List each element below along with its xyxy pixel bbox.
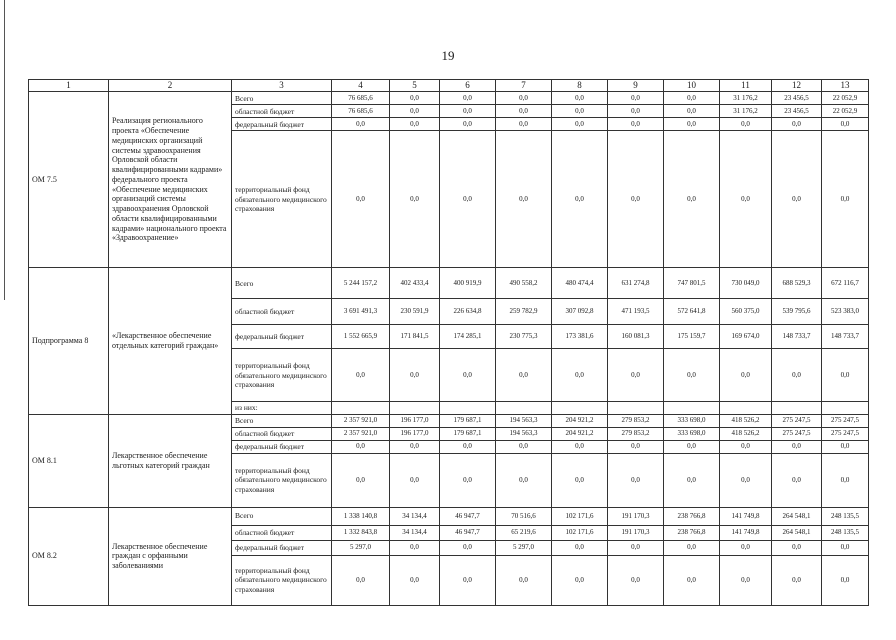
amount-cell: 307 092,8 bbox=[552, 299, 608, 325]
amount-cell: 179 687,1 bbox=[440, 414, 496, 427]
measure-name: Лекарственное обеспечение граждан с орфанными заболеваниями bbox=[109, 507, 232, 605]
amount-cell: 259 782,9 bbox=[496, 299, 552, 325]
amount-cell: 0,0 bbox=[496, 105, 552, 118]
column-header: 7 bbox=[496, 80, 552, 92]
amount-cell: 0,0 bbox=[608, 349, 664, 402]
funding-source: территориальный фонд обязательного медицинского страхования bbox=[232, 453, 332, 507]
amount-cell: 0,0 bbox=[390, 440, 440, 453]
amount-cell: 333 698,0 bbox=[664, 427, 720, 440]
amount-cell: 0,0 bbox=[772, 118, 822, 131]
amount-cell: 0,0 bbox=[822, 118, 869, 131]
amount-cell: 23 456,5 bbox=[772, 105, 822, 118]
amount-cell: 730 049,0 bbox=[720, 268, 772, 299]
amount-cell: 418 526,2 bbox=[720, 427, 772, 440]
table-row bbox=[29, 92, 869, 105]
funding-source: Всего bbox=[232, 268, 332, 299]
amount-cell: 0,0 bbox=[720, 440, 772, 453]
amount-cell: 0,0 bbox=[822, 453, 869, 507]
amount-cell: 0,0 bbox=[332, 131, 390, 268]
amount-cell: 102 171,6 bbox=[552, 525, 608, 540]
amount-cell: 5 244 157,2 bbox=[332, 268, 390, 299]
amount-cell: 65 219,6 bbox=[496, 525, 552, 540]
amount-cell: 102 171,6 bbox=[552, 507, 608, 525]
amount-cell: 0,0 bbox=[390, 105, 440, 118]
amount-cell: 0,0 bbox=[496, 92, 552, 105]
amount-cell: 0,0 bbox=[720, 540, 772, 555]
amount-cell: 0,0 bbox=[332, 349, 390, 402]
column-header: 6 bbox=[440, 80, 496, 92]
amount-cell: 400 919,9 bbox=[440, 268, 496, 299]
amount-cell: 0,0 bbox=[390, 92, 440, 105]
amount-cell: 0,0 bbox=[822, 555, 869, 605]
amount-cell bbox=[720, 402, 772, 414]
amount-cell: 0,0 bbox=[552, 105, 608, 118]
amount-cell: 31 176,2 bbox=[720, 105, 772, 118]
page-number: 19 bbox=[441, 48, 455, 63]
amount-cell: 0,0 bbox=[496, 440, 552, 453]
column-header: 3 bbox=[232, 80, 332, 92]
amount-cell: 0,0 bbox=[664, 92, 720, 105]
amount-cell: 0,0 bbox=[608, 105, 664, 118]
amount-cell: 31 176,2 bbox=[720, 92, 772, 105]
amount-cell: 194 563,3 bbox=[496, 414, 552, 427]
amount-cell: 0,0 bbox=[608, 540, 664, 555]
amount-cell: 333 698,0 bbox=[664, 414, 720, 427]
amount-cell: 0,0 bbox=[822, 540, 869, 555]
amount-cell: 0,0 bbox=[440, 349, 496, 402]
column-header: 12 bbox=[772, 80, 822, 92]
amount-cell: 76 685,6 bbox=[332, 92, 390, 105]
funding-source: федеральный бюджет bbox=[232, 118, 332, 131]
table-row bbox=[29, 507, 869, 525]
amount-cell: 0,0 bbox=[440, 540, 496, 555]
amount-cell: 0,0 bbox=[664, 555, 720, 605]
amount-cell bbox=[332, 402, 390, 414]
amount-cell: 631 274,8 bbox=[608, 268, 664, 299]
amount-cell: 238 766,8 bbox=[664, 525, 720, 540]
amount-cell: 0,0 bbox=[608, 453, 664, 507]
amount-cell: 275 247,5 bbox=[772, 427, 822, 440]
amount-cell: 0,0 bbox=[552, 453, 608, 507]
amount-cell: 0,0 bbox=[772, 540, 822, 555]
amount-cell: 490 558,2 bbox=[496, 268, 552, 299]
amount-cell: 0,0 bbox=[664, 105, 720, 118]
column-header: 1 bbox=[29, 80, 109, 92]
amount-cell: 22 052,9 bbox=[822, 92, 869, 105]
amount-cell: 238 766,8 bbox=[664, 507, 720, 525]
amount-cell: 0,0 bbox=[496, 349, 552, 402]
funding-source: территориальный фонд обязательного медицинского страхования bbox=[232, 555, 332, 605]
amount-cell: 523 383,0 bbox=[822, 299, 869, 325]
column-header: 5 bbox=[390, 80, 440, 92]
amount-cell: 1 552 665,9 bbox=[332, 325, 390, 349]
amount-cell: 279 853,2 bbox=[608, 427, 664, 440]
funding-source: из них: bbox=[232, 402, 332, 414]
amount-cell: 0,0 bbox=[720, 349, 772, 402]
amount-cell: 418 526,2 bbox=[720, 414, 772, 427]
amount-cell: 0,0 bbox=[332, 453, 390, 507]
amount-cell bbox=[822, 402, 869, 414]
amount-cell: 0,0 bbox=[332, 555, 390, 605]
funding-source: областной бюджет bbox=[232, 299, 332, 325]
amount-cell: 560 375,0 bbox=[720, 299, 772, 325]
amount-cell: 672 116,7 bbox=[822, 268, 869, 299]
amount-cell: 2 357 921,0 bbox=[332, 427, 390, 440]
amount-cell: 141 749,8 bbox=[720, 507, 772, 525]
measure-code: ОМ 7.5 bbox=[29, 92, 109, 268]
amount-cell: 169 674,0 bbox=[720, 325, 772, 349]
measure-code: ОМ 8.2 bbox=[29, 507, 109, 605]
amount-cell: 230 591,9 bbox=[390, 299, 440, 325]
amount-cell: 22 052,9 bbox=[822, 105, 869, 118]
funding-source: территориальный фонд обязательного медицинского страхования bbox=[232, 349, 332, 402]
amount-cell: 0,0 bbox=[390, 349, 440, 402]
amount-cell: 275 247,5 bbox=[822, 414, 869, 427]
amount-cell: 539 795,6 bbox=[772, 299, 822, 325]
amount-cell: 0,0 bbox=[440, 105, 496, 118]
amount-cell: 204 921,2 bbox=[552, 427, 608, 440]
amount-cell: 5 297,0 bbox=[332, 540, 390, 555]
amount-cell: 0,0 bbox=[552, 555, 608, 605]
amount-cell: 0,0 bbox=[608, 118, 664, 131]
amount-cell: 0,0 bbox=[496, 453, 552, 507]
amount-cell: 34 134,4 bbox=[390, 507, 440, 525]
amount-cell: 204 921,2 bbox=[552, 414, 608, 427]
amount-cell: 171 841,5 bbox=[390, 325, 440, 349]
amount-cell: 0,0 bbox=[440, 92, 496, 105]
funding-source: федеральный бюджет bbox=[232, 540, 332, 555]
amount-cell: 0,0 bbox=[496, 131, 552, 268]
amount-cell bbox=[390, 402, 440, 414]
amount-cell: 46 947,7 bbox=[440, 525, 496, 540]
amount-cell bbox=[664, 402, 720, 414]
measure-name: Реализация регионального проекта «Обеспечение медицинских организаций системы здравоохранения Орловской области квалифицированными кадрами» федерального проекта «Обеспечение медицинских организаций системы здравоохранения Орловской области квалифицированными кадрами» национального проекта «Здравоохранение» bbox=[109, 92, 232, 268]
amount-cell: 0,0 bbox=[664, 440, 720, 453]
amount-cell: 0,0 bbox=[552, 92, 608, 105]
amount-cell: 0,0 bbox=[822, 440, 869, 453]
column-header: 9 bbox=[608, 80, 664, 92]
amount-cell: 0,0 bbox=[720, 118, 772, 131]
amount-cell: 0,0 bbox=[664, 453, 720, 507]
amount-cell: 0,0 bbox=[720, 131, 772, 268]
amount-cell: 0,0 bbox=[552, 440, 608, 453]
amount-cell bbox=[440, 402, 496, 414]
amount-cell: 0,0 bbox=[496, 555, 552, 605]
amount-cell: 0,0 bbox=[608, 131, 664, 268]
amount-cell: 174 285,1 bbox=[440, 325, 496, 349]
amount-cell: 1 332 843,8 bbox=[332, 525, 390, 540]
budget-table bbox=[28, 79, 869, 606]
amount-cell: 0,0 bbox=[440, 440, 496, 453]
amount-cell: 173 381,6 bbox=[552, 325, 608, 349]
amount-cell: 0,0 bbox=[440, 453, 496, 507]
amount-cell: 0,0 bbox=[720, 453, 772, 507]
amount-cell: 0,0 bbox=[772, 440, 822, 453]
amount-cell: 275 247,5 bbox=[772, 414, 822, 427]
funding-source: Всего bbox=[232, 507, 332, 525]
amount-cell bbox=[552, 402, 608, 414]
funding-source: территориальный фонд обязательного медицинского страхования bbox=[232, 131, 332, 268]
amount-cell: 0,0 bbox=[664, 349, 720, 402]
amount-cell: 1 338 140,8 bbox=[332, 507, 390, 525]
column-header: 10 bbox=[664, 80, 720, 92]
funding-source: Всего bbox=[232, 414, 332, 427]
amount-cell bbox=[496, 402, 552, 414]
amount-cell: 0,0 bbox=[822, 131, 869, 268]
amount-cell: 141 749,8 bbox=[720, 525, 772, 540]
amount-cell: 0,0 bbox=[440, 555, 496, 605]
amount-cell: 2 357 921,0 bbox=[332, 414, 390, 427]
funding-source: областной бюджет bbox=[232, 525, 332, 540]
amount-cell: 0,0 bbox=[390, 540, 440, 555]
amount-cell: 196 177,0 bbox=[390, 427, 440, 440]
column-header: 2 bbox=[109, 80, 232, 92]
amount-cell: 196 177,0 bbox=[390, 414, 440, 427]
header-row bbox=[29, 80, 869, 92]
amount-cell: 0,0 bbox=[496, 118, 552, 131]
amount-cell: 23 456,5 bbox=[772, 92, 822, 105]
measure-code: ОМ 8.1 bbox=[29, 414, 109, 507]
amount-cell: 230 775,3 bbox=[496, 325, 552, 349]
amount-cell: 0,0 bbox=[390, 131, 440, 268]
amount-cell: 747 801,5 bbox=[664, 268, 720, 299]
amount-cell: 688 529,3 bbox=[772, 268, 822, 299]
amount-cell: 572 641,8 bbox=[664, 299, 720, 325]
column-header: 4 bbox=[332, 80, 390, 92]
funding-source: федеральный бюджет bbox=[232, 325, 332, 349]
amount-cell: 3 691 491,3 bbox=[332, 299, 390, 325]
amount-cell: 0,0 bbox=[390, 555, 440, 605]
amount-cell: 76 685,6 bbox=[332, 105, 390, 118]
amount-cell: 0,0 bbox=[720, 555, 772, 605]
amount-cell: 402 433,4 bbox=[390, 268, 440, 299]
amount-cell: 0,0 bbox=[664, 118, 720, 131]
amount-cell: 0,0 bbox=[664, 540, 720, 555]
column-header: 8 bbox=[552, 80, 608, 92]
amount-cell: 70 516,6 bbox=[496, 507, 552, 525]
amount-cell: 0,0 bbox=[552, 540, 608, 555]
amount-cell: 0,0 bbox=[822, 349, 869, 402]
amount-cell: 148 733,7 bbox=[772, 325, 822, 349]
measure-name: «Лекарственное обеспечение отдельных категорий граждан» bbox=[109, 268, 232, 414]
amount-cell: 279 853,2 bbox=[608, 414, 664, 427]
amount-cell: 248 135,5 bbox=[822, 507, 869, 525]
amount-cell: 0,0 bbox=[608, 440, 664, 453]
amount-cell: 0,0 bbox=[772, 349, 822, 402]
measure-name: Лекарственное обеспечение льготных категорий граждан bbox=[109, 414, 232, 507]
amount-cell: 264 548,1 bbox=[772, 507, 822, 525]
amount-cell: 0,0 bbox=[552, 131, 608, 268]
amount-cell: 480 474,4 bbox=[552, 268, 608, 299]
amount-cell: 0,0 bbox=[390, 118, 440, 131]
column-header: 11 bbox=[720, 80, 772, 92]
amount-cell: 191 170,3 bbox=[608, 525, 664, 540]
amount-cell: 0,0 bbox=[440, 131, 496, 268]
measure-code: Подпрограмма 8 bbox=[29, 268, 109, 414]
amount-cell: 175 159,7 bbox=[664, 325, 720, 349]
amount-cell: 179 687,1 bbox=[440, 427, 496, 440]
amount-cell: 0,0 bbox=[664, 131, 720, 268]
amount-cell: 0,0 bbox=[552, 118, 608, 131]
amount-cell: 5 297,0 bbox=[496, 540, 552, 555]
amount-cell: 0,0 bbox=[772, 555, 822, 605]
amount-cell: 0,0 bbox=[440, 118, 496, 131]
amount-cell: 148 733,7 bbox=[822, 325, 869, 349]
amount-cell: 264 548,1 bbox=[772, 525, 822, 540]
amount-cell bbox=[772, 402, 822, 414]
funding-source: федеральный бюджет bbox=[232, 440, 332, 453]
amount-cell: 46 947,7 bbox=[440, 507, 496, 525]
amount-cell: 191 170,3 bbox=[608, 507, 664, 525]
margin-rule bbox=[4, 0, 5, 300]
amount-cell: 0,0 bbox=[772, 453, 822, 507]
amount-cell: 160 081,3 bbox=[608, 325, 664, 349]
amount-cell: 0,0 bbox=[608, 92, 664, 105]
funding-source: областной бюджет bbox=[232, 427, 332, 440]
amount-cell: 0,0 bbox=[332, 440, 390, 453]
amount-cell: 275 247,5 bbox=[822, 427, 869, 440]
amount-cell: 248 135,5 bbox=[822, 525, 869, 540]
amount-cell: 471 193,5 bbox=[608, 299, 664, 325]
amount-cell bbox=[608, 402, 664, 414]
amount-cell: 194 563,3 bbox=[496, 427, 552, 440]
amount-cell: 0,0 bbox=[552, 349, 608, 402]
amount-cell: 226 634,8 bbox=[440, 299, 496, 325]
table-row bbox=[29, 414, 869, 427]
column-header: 13 bbox=[822, 80, 869, 92]
amount-cell: 0,0 bbox=[608, 555, 664, 605]
funding-source: областной бюджет bbox=[232, 105, 332, 118]
table-row bbox=[29, 268, 869, 299]
amount-cell: 0,0 bbox=[332, 118, 390, 131]
amount-cell: 34 134,4 bbox=[390, 525, 440, 540]
amount-cell: 0,0 bbox=[772, 131, 822, 268]
funding-source: Всего bbox=[232, 92, 332, 105]
amount-cell: 0,0 bbox=[390, 453, 440, 507]
